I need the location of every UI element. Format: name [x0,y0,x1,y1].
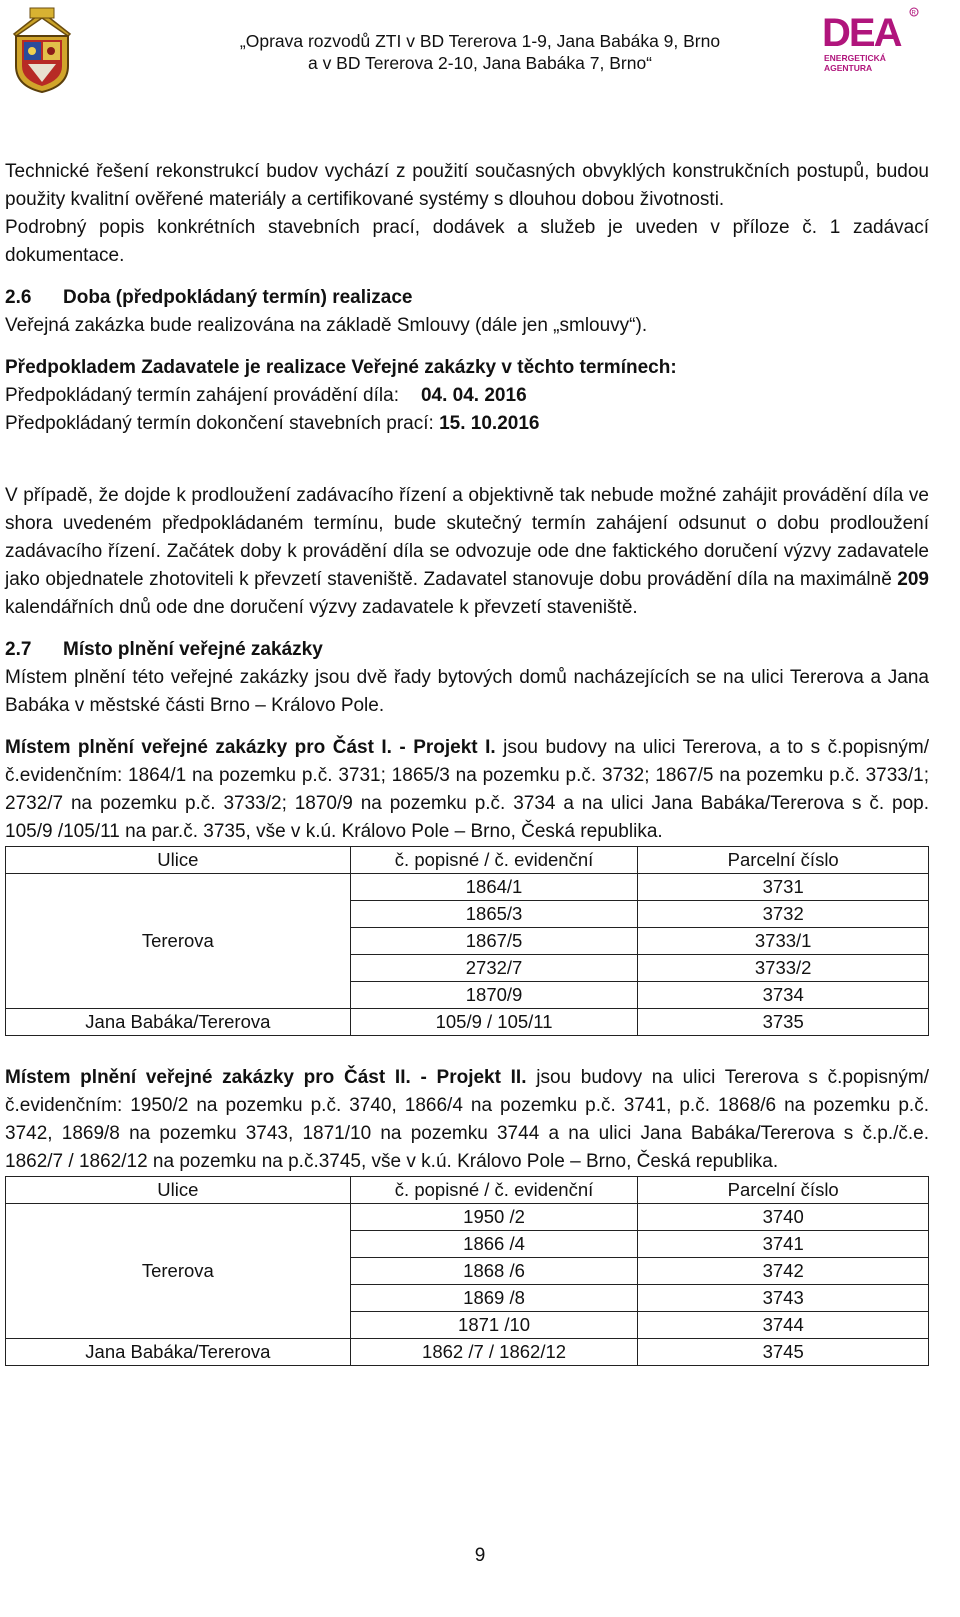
document-body [5,158,929,1366]
table-row [6,1339,929,1366]
table-cell: 1950 /2 [350,1204,638,1231]
logo-text-line1: ENERGETICKÁ [824,53,886,63]
table-cell: 3741 [638,1231,929,1258]
table-row [6,1009,929,1036]
table-cell: 105/9 / 105/11 [350,1009,638,1036]
table-header-cell: č. popisné / č. evidenční [350,847,638,874]
extension-text-a: V případě, že dojde k prodloužení zadávacího řízení a objektivně tak nebude možné zahájit provádění díla ve shora uvedeném předpokládaném termínu, bude skutečný termín zahájení odsunut o dobu prodloužení zadávacího řízení. Začátek doby k provádění díla se odvozuje ode dne faktického doručení výzvy zadavatele jako objednatele zhotoviteli k převzetí staveniště. Zadavatel stanovuje dobu provádění díla na maximálně [5,485,929,590]
table-cell: 1867/5 [350,928,638,955]
table-cell: 3740 [638,1204,929,1231]
table-header-row [6,1177,929,1204]
extension-text-c: kalendářních dnů ode dne doručení výzvy zadavatele k převzetí staveniště. [5,597,638,618]
energy-agency-logo [818,4,928,84]
part-2-lead: Místem plnění veřejné zakázky pro Část II. - Projekt II. [5,1067,527,1088]
table-cell: 3744 [638,1312,929,1339]
table-row [6,874,929,901]
table-cell: 3733/2 [638,955,929,982]
table-header-row [6,847,929,874]
part-2-text: jsou budovy na ulici Tererova s č.popisným/č.evidenčním: 1950/2 na pozemku p.č. 3740, 1866/4 na pozemku p.č. 3741, p.č. 1868/6 na pozemku p.č. 3742, 1869/8 na pozemku 3743, 1871/10 na pozemku 3744 a na ulici Jana Babáka/Tererova s č.p./č.e. 1862/7 / 1862/12 na pozemku na p.č.3745, vše v k.ú. Královo Pole – Brno, Česká republika. [5,1067,930,1172]
svg-text:R: R [911,10,916,17]
table-cell: 1868 /6 [350,1258,638,1285]
table-row [6,1204,929,1231]
section-title: Doba (předpokládaný termín) realizace [63,287,413,308]
schedule-start-value: 04. 04. 2016 [420,385,527,406]
logo-mark: DEA [822,11,901,55]
schedule-lead: Předpokladem Zadavatele je realizace Veřejné zakázky v těchto termínech: [5,357,677,378]
coat-of-arms-icon [8,6,76,94]
schedule-end-label: Předpokládaný termín dokončení stavebních prací: [5,413,434,434]
section-2-6-heading [5,284,929,312]
section-title: Místo plnění veřejné zakázky [63,639,323,660]
table-cell-street: Jana Babáka/Tererova [6,1009,351,1036]
table-cell: 2732/7 [350,955,638,982]
table-cell: 1866 /4 [350,1231,638,1258]
table-cell: 1871 /10 [350,1312,638,1339]
section-number: 2.6 [5,287,32,308]
part-1-paragraph [5,734,929,846]
section-2-7-heading [5,636,929,664]
table-cell: 1869 /8 [350,1285,638,1312]
table-cell-street: Jana Babáka/Tererova [6,1339,351,1366]
schedule-start-row [5,382,929,410]
document-title-line2: a v BD Tererova 2-10, Jana Babáka 7, Brno“ [307,53,653,73]
document-title [180,30,780,74]
table-cell: 1865/3 [350,901,638,928]
table-header-cell: Ulice [6,1177,351,1204]
part-1-text: jsou budovy na ulici Tererova, a to s č.popisným/č.evidenčním: 1864/1 na pozemku p.č. 3731; 1865/3 na pozemku p.č. 3732; 1867/5 na pozemku p.č. 3733/1; 2732/7 na pozemku p.č. 3733/2; 1870/9 na pozemku p.č. 3734 a na ulici Jana Babáka/Tererova s č. pop. 105/9 /105/11 na par.č. 3735, vše v k.ú. Královo Pole – Brno, Česká republika. [5,737,930,842]
table-cell: 3735 [638,1009,929,1036]
table-header-cell: č. popisné / č. evidenční [350,1177,638,1204]
logo-text-line2: AGENTURA [824,63,873,73]
section-number: 2.7 [5,639,32,660]
table-cell: 3732 [638,901,929,928]
part-1-table [5,846,929,1036]
schedule-end-value: 15. 10.2016 [439,413,540,434]
part-1-lead: Místem plnění veřejné zakázky pro Část I. - Projekt I. [5,737,496,758]
table-cell: 1862 /7 / 1862/12 [350,1339,638,1366]
table-cell: 3733/1 [638,928,929,955]
part-2-paragraph [5,1064,929,1176]
extension-paragraph [5,482,929,622]
table-cell: 3731 [638,874,929,901]
table-cell: 3742 [638,1258,929,1285]
part-2-table [5,1176,929,1366]
table-header-cell: Parcelní číslo [638,847,929,874]
schedule-end-row [5,410,929,438]
table-cell-street: Tererova [6,874,351,1009]
table-cell: 3743 [638,1285,929,1312]
table-header-cell: Ulice [6,847,351,874]
table-cell: 3745 [638,1339,929,1366]
document-title-line1: „Oprava rozvodů ZTI v BD Tererova 1-9, Jana Babáka 9, Brno [239,31,721,51]
section-2-7-paragraph: Místem plnění této veřejné zakázky jsou dvě řady bytových domů nacházejících se na ulici Tererova a Jana Babáka v městské části Brno – Královo Pole. [5,667,929,716]
intro-paragraph-1: Technické řešení rekonstrukcí budov vychází z použití současných obvyklých konstrukčních postupů, budou použity kvalitní ověřené materiály a certifikované systémy s dlouhou dobou životnosti. [5,161,929,210]
max-days-value: 209 [897,569,929,590]
section-2-6-paragraph: Veřejná zakázka bude realizována na základě Smlouvy (dále jen „smlouvy“). [5,315,648,336]
table-cell: 1864/1 [350,874,638,901]
page-header [0,0,960,110]
intro-paragraph-2: Podrobný popis konkrétních stavebních prací, dodávek a služeb je uveden v příloze č. 1 zadávací dokumentace. [5,217,929,266]
page-number: 9 [474,1545,486,1566]
table-cell-street: Tererova [6,1204,351,1339]
table-header-cell: Parcelní číslo [638,1177,929,1204]
schedule-start-label: Předpokládaný termín zahájení provádění díla: [5,385,399,406]
table-cell: 1870/9 [350,982,638,1009]
table-cell: 3734 [638,982,929,1009]
